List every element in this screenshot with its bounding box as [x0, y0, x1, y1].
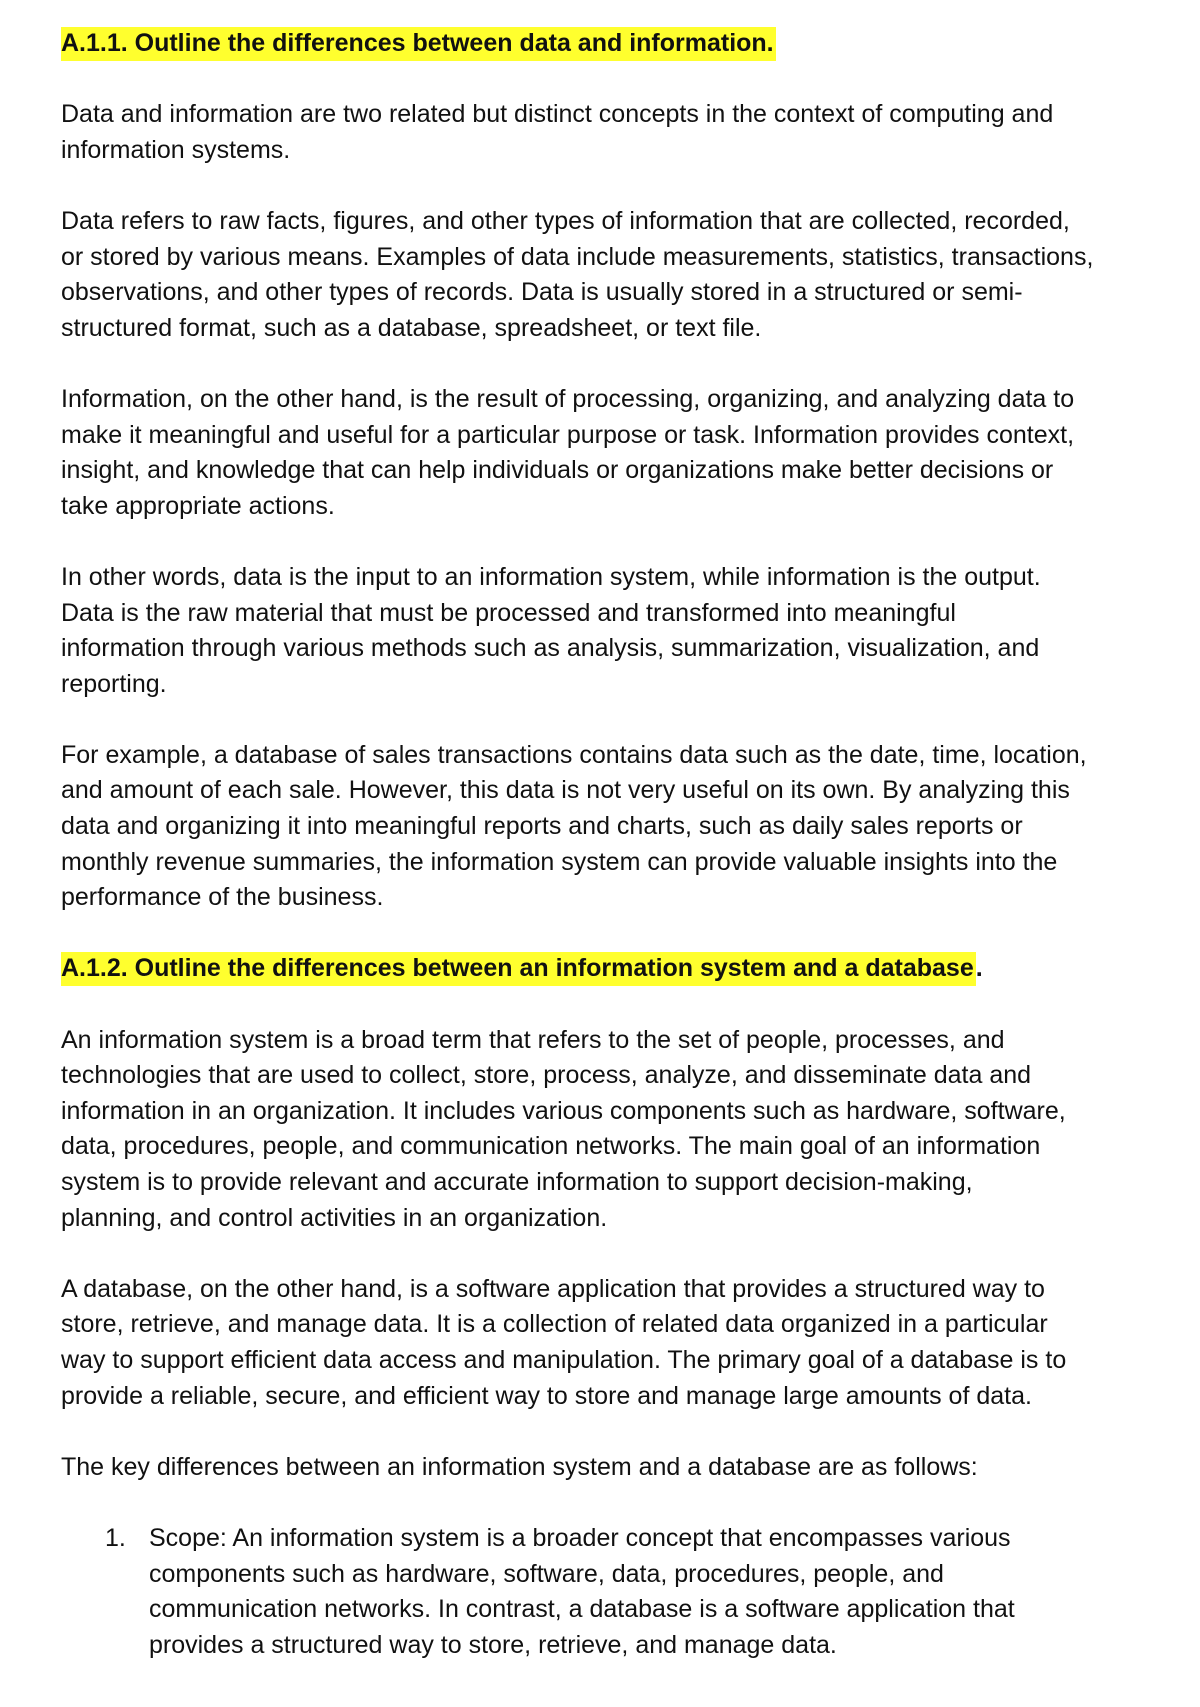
text-line: An information system is a broad term that refers to the set of people, processes, and	[61, 1025, 1005, 1054]
paragraph	[61, 738, 1171, 916]
paragraph	[61, 97, 1171, 168]
text-line: provide a reliable, secure, and efficient way to store and manage large amounts of data.	[61, 1381, 1032, 1410]
paragraph	[61, 204, 1171, 346]
text-line: For example, a database of sales transactions contains data such as the date, time, location,	[61, 740, 1087, 769]
text-line: monthly revenue summaries, the information system can provide valuable insights into the	[61, 847, 1058, 876]
text-line: way to support efficient data access and manipulation. The primary goal of a database is to	[61, 1345, 1067, 1374]
text-line: make it meaningful and useful for a particular purpose or task. Information provides context,	[61, 420, 1075, 449]
section-heading-a-1-2	[61, 951, 1171, 987]
text-line: Data and information are two related but distinct concepts in the context of computing and	[61, 100, 1054, 129]
text-line: planning, and control activities in an organization.	[61, 1203, 608, 1232]
text-line: provides a structured way to store, retrieve, and manage data.	[149, 1630, 837, 1659]
text-line: Scope: An information system is a broader concept that encompasses various	[149, 1523, 1011, 1552]
paragraph	[61, 1023, 1171, 1237]
text-line: performance of the business.	[61, 883, 384, 912]
text-line: data and organizing it into meaningful reports and charts, such as daily sales reports or	[61, 812, 1023, 841]
paragraph	[61, 1272, 1171, 1414]
text-line: Information, on the other hand, is the result of processing, organizing, and analyzing data to	[61, 384, 1075, 413]
text-line: observations, and other types of records. Data is usually stored in a structured or semi-	[61, 278, 1023, 307]
section-heading-a-1-1	[61, 26, 1171, 62]
text-line: store, retrieve, and manage data. It is a collection of related data organized in a particular	[61, 1310, 1048, 1339]
paragraph	[61, 1450, 1171, 1486]
text-line: In other words, data is the input to an information system, while information is the output.	[61, 562, 1041, 591]
text-line: take appropriate actions.	[61, 491, 335, 520]
text-line: and amount of each sale. However, this data is not very useful on its own. By analyzing this	[61, 776, 1070, 805]
document-page	[61, 26, 1171, 1663]
text-line: information through various methods such as analysis, summarization, visualization, and	[61, 634, 1040, 663]
text-line: or stored by various means. Examples of data include measurements, statistics, transactions,	[61, 242, 1094, 271]
text-line: communication networks. In contrast, a database is a software application that	[149, 1595, 1015, 1624]
text-line: technologies that are used to collect, store, process, analyze, and disseminate data and	[61, 1061, 1032, 1090]
text-line: A database, on the other hand, is a software application that provides a structured way to	[61, 1274, 1045, 1303]
text-line: Data refers to raw facts, figures, and other types of information that are collected, recorded,	[61, 206, 1070, 235]
text-line: information systems.	[61, 135, 291, 164]
text-line: system is to provide relevant and accurate information to support decision-making,	[61, 1168, 973, 1196]
highlighted-heading-text: A.1.1. Outline the differences between data and information.	[61, 27, 776, 61]
numbered-list	[61, 1521, 1171, 1663]
text-line: information in an organization. It includes various components such as hardware, software,	[61, 1096, 1066, 1125]
text-line: data, procedures, people, and communication networks. The main goal of an information	[61, 1132, 1041, 1161]
text-line: reporting.	[61, 669, 167, 698]
text-line: insight, and knowledge that can help individuals or organizations make better decisions or	[61, 456, 1054, 485]
text-line: components such as hardware, software, data, procedures, people, and	[149, 1559, 944, 1588]
text-line: The key differences between an information system and a database are as follows:	[61, 1452, 978, 1481]
list-number: 1.	[105, 1523, 126, 1552]
paragraph	[61, 560, 1171, 702]
paragraph	[61, 382, 1171, 524]
text-line: Data is the raw material that must be processed and transformed into meaningful	[61, 598, 956, 627]
highlighted-heading-text: A.1.2. Outline the differences between an information system and a database	[61, 952, 976, 986]
text-line: structured format, such as a database, spreadsheet, or text file.	[61, 313, 762, 342]
list-item	[61, 1521, 1171, 1663]
heading-period: .	[975, 954, 983, 983]
